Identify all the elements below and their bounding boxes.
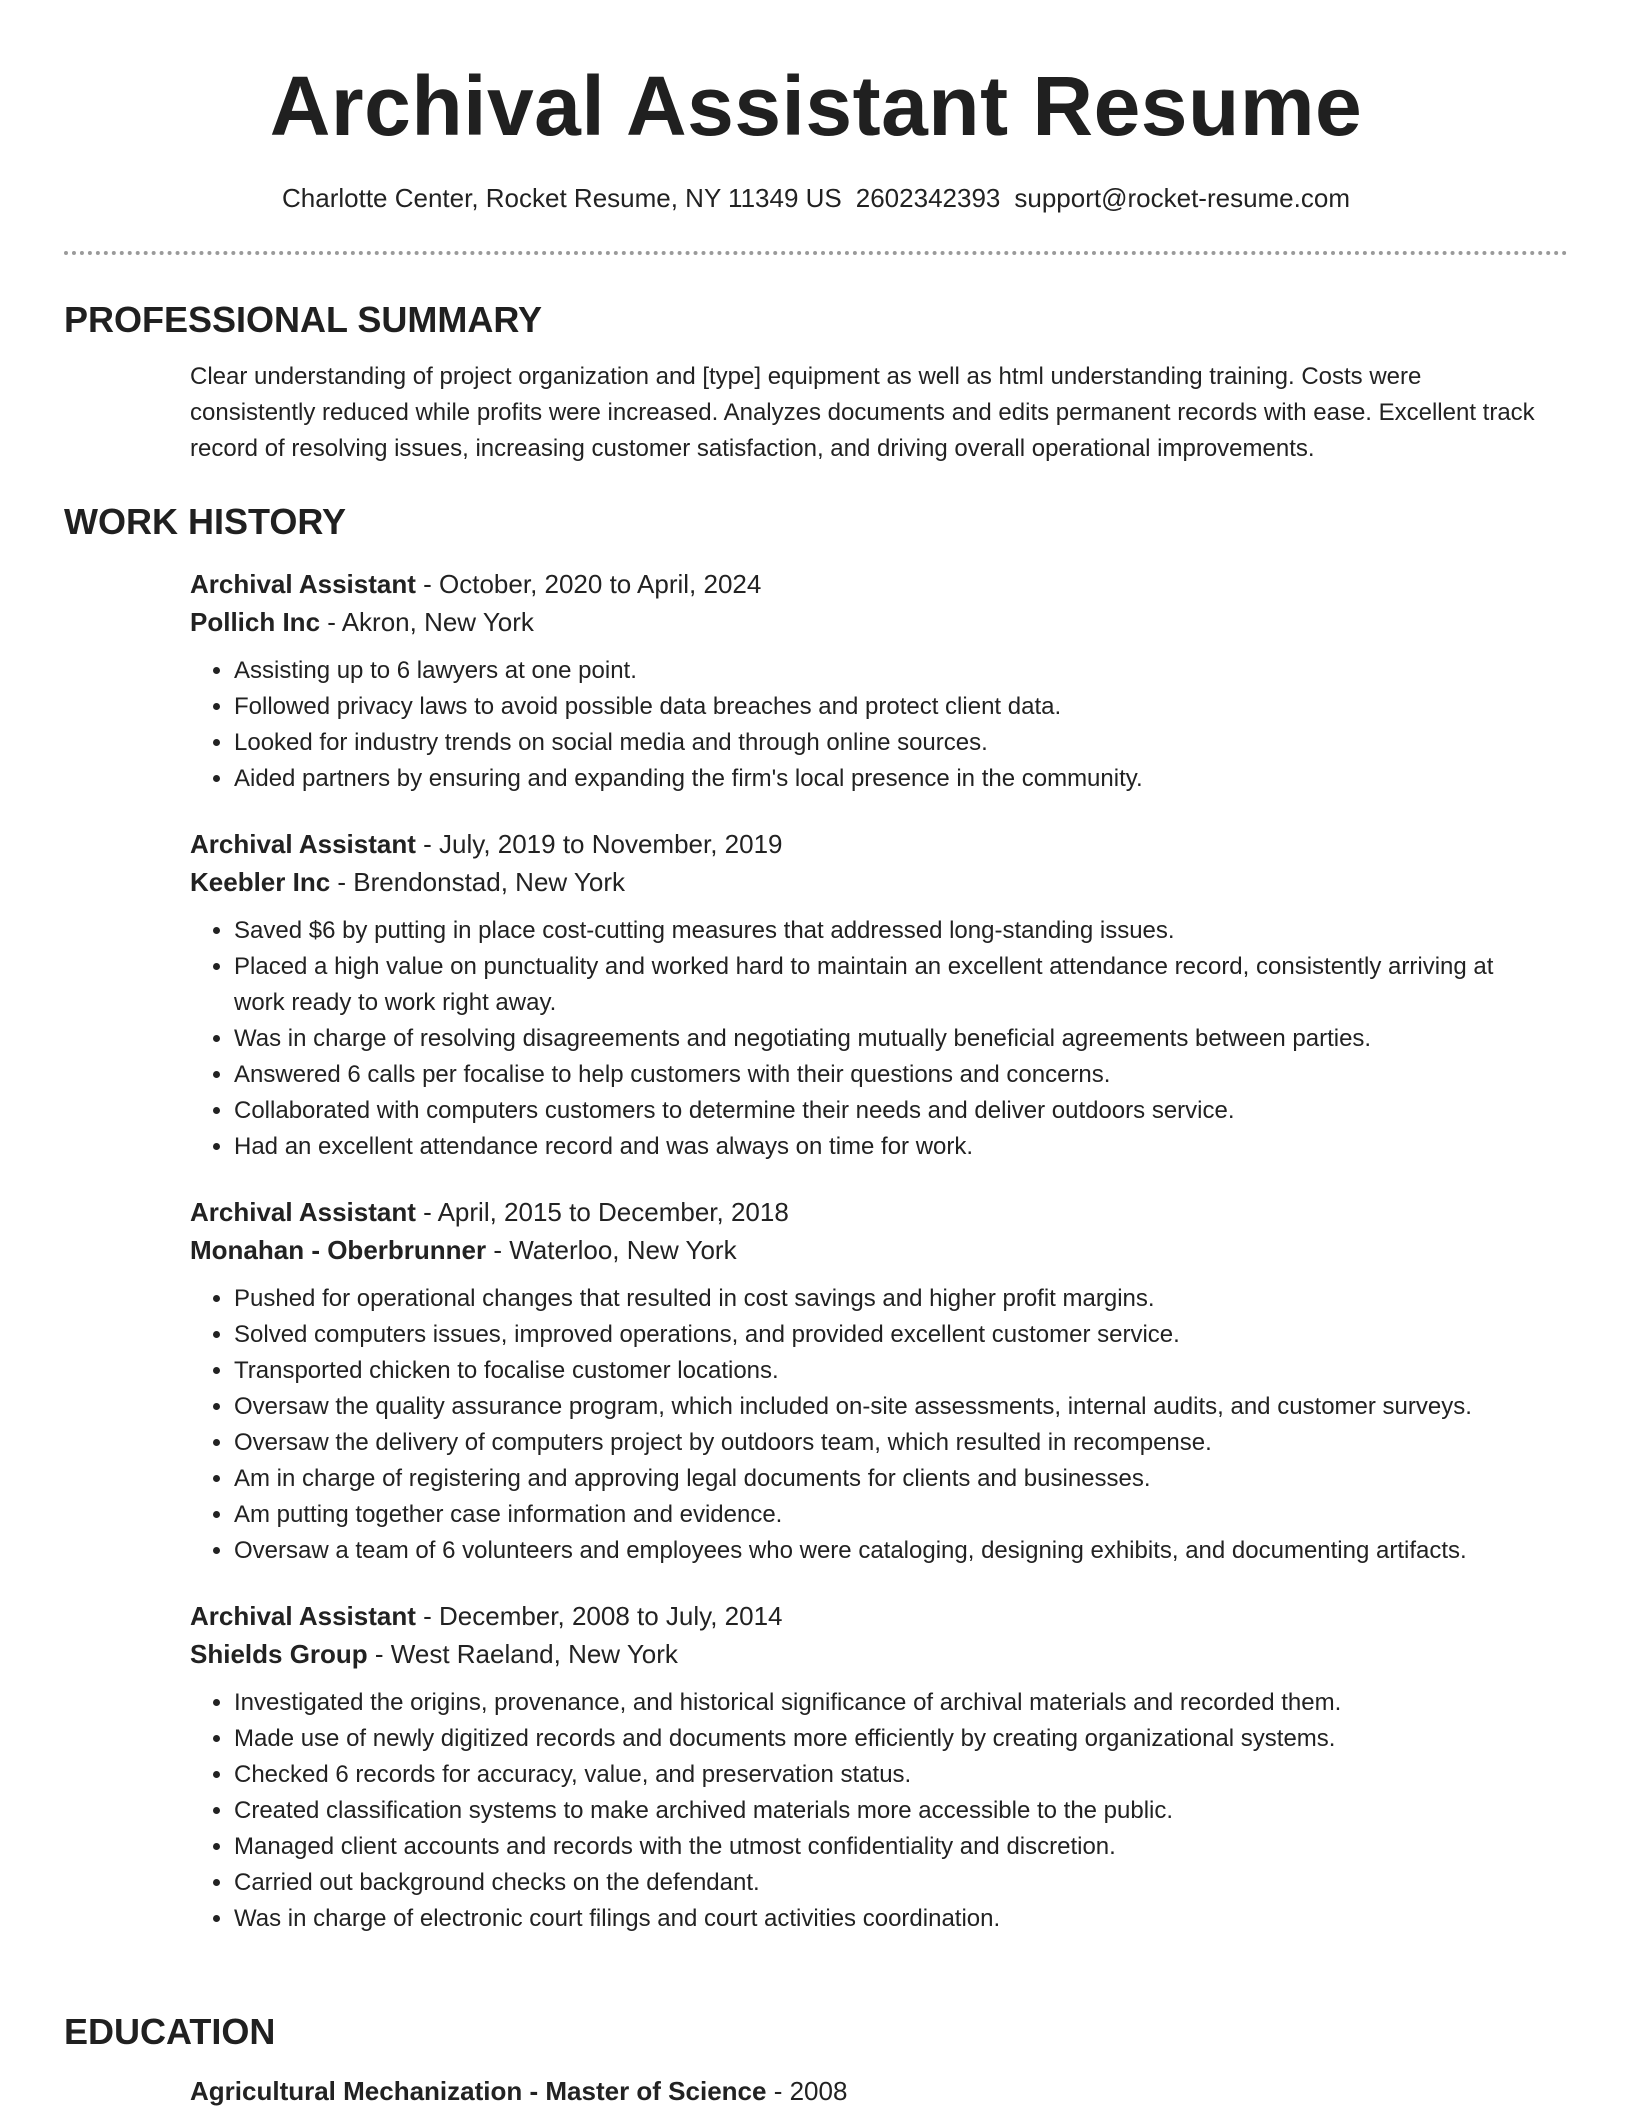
summary-body: [190, 359, 1548, 467]
job-company-line: [190, 863, 1548, 901]
job-bullet: • Looked for industry trends on social media and through online sources.: [234, 725, 1548, 761]
job-bullet: • Oversaw a team of 6 volunteers and employees who were cataloging, designing exhibits, and documenting artifacts.: [234, 1533, 1548, 1569]
job-company: Pollich Inc: [190, 607, 321, 637]
job-company-line: [190, 603, 1548, 641]
job-bullet: • Made use of newly digitized records and documents more efficiently by creating organizational systems.: [234, 1721, 1548, 1757]
education-year: - 2008: [766, 2076, 848, 2106]
education-section: [64, 2010, 1568, 2110]
job-bullet: • Saved $6 by putting in place cost-cutting measures that addressed long-standing issues.: [234, 913, 1548, 949]
job-bullet: • Am putting together case information and evidence.: [234, 1497, 1548, 1533]
job-location: - Brendonstad, New York: [330, 867, 626, 897]
job-bullet: • Answered 6 calls per focalise to help customers with their questions and concerns.: [234, 1057, 1548, 1093]
work-history-body: [190, 565, 1548, 1937]
job-bullet: • Oversaw the delivery of computers project by outdoors team, which resulted in recompense.: [234, 1425, 1548, 1461]
job-bullet: • Investigated the origins, provenance, and historical significance of archival materials and recorded them.: [234, 1685, 1548, 1721]
job-bullet: • Transported chicken to focalise customer locations.: [234, 1353, 1548, 1389]
job-bullet: • Was in charge of electronic court filings and court activities coordination.: [234, 1901, 1548, 1937]
job-title: Archival Assistant: [190, 1197, 416, 1227]
job-title: Archival Assistant: [190, 829, 416, 859]
education-line: [190, 2072, 1548, 2110]
job-location: - West Raeland, New York: [367, 1639, 678, 1669]
job-location: - Waterloo, New York: [486, 1235, 737, 1265]
job-bullet: • Had an excellent attendance record and was always on time for work.: [234, 1129, 1548, 1165]
contact-email: support@rocket-resume.com: [1014, 183, 1350, 213]
job-dates: - July, 2019 to November, 2019: [415, 829, 783, 859]
contact-line: [0, 180, 1632, 216]
job-title: Archival Assistant: [190, 569, 416, 599]
education-body: [190, 2072, 1548, 2110]
work-history-heading: WORK HISTORY: [64, 501, 347, 542]
job-entry: [190, 825, 1548, 1165]
job-bullet: • Placed a high value on punctuality and worked hard to maintain an excellent attendance record, consistently arriving at work ready to work right away.: [234, 949, 1548, 1021]
job-bullet: • Checked 6 records for accuracy, value, and preservation status.: [234, 1757, 1548, 1793]
contact-address: Charlotte Center, Rocket Resume, NY 11349 US: [282, 183, 842, 213]
job-bullet: • Managed client accounts and records with the utmost confidentiality and discretion.: [234, 1829, 1548, 1865]
job-title-line: [190, 1597, 1548, 1635]
job-title-line: [190, 565, 1548, 603]
job-entry: [190, 565, 1548, 797]
job-dates: - December, 2008 to July, 2014: [415, 1601, 783, 1631]
job-entry: [190, 1193, 1548, 1569]
job-bullet: • Followed privacy laws to avoid possible data breaches and protect client data.: [234, 689, 1548, 725]
job-company: Keebler Inc: [190, 867, 331, 897]
job-title-line: [190, 1193, 1548, 1231]
contact-phone: 2602342393: [855, 183, 1001, 213]
summary-text: Clear understanding of project organization and [type] equipment as well as html understanding training. Costs were consistently reduced while profits were increased. Analyzes documents and edits permanent records with ease. Excellent track record of resolving issues, increasing customer satisfaction, and driving overall operational improvements.: [190, 363, 1535, 462]
job-title-line: [190, 825, 1548, 863]
job-bullets: [190, 1281, 1548, 1569]
job-title: Archival Assistant: [190, 1601, 416, 1631]
job-bullet: • Am in charge of registering and approving legal documents for clients and businesses.: [234, 1461, 1548, 1497]
header-divider: [64, 251, 1568, 255]
job-bullet: • Solved computers issues, improved operations, and provided excellent customer service.: [234, 1317, 1548, 1353]
job-entry: [190, 1597, 1548, 1937]
summary-heading: PROFESSIONAL SUMMARY: [64, 299, 543, 340]
job-bullets: [190, 913, 1548, 1165]
job-bullet: • Assisting up to 6 lawyers at one point.: [234, 653, 1548, 689]
education-heading: EDUCATION: [64, 2011, 276, 2052]
job-bullet: • Pushed for operational changes that resulted in cost savings and higher profit margins.: [234, 1281, 1548, 1317]
job-bullet: • Carried out background checks on the defendant.: [234, 1865, 1548, 1901]
work-history-section: [64, 500, 1568, 1965]
resume-title: Archival Assistant Resume: [269, 59, 1363, 153]
job-bullet: • Collaborated with computers customers to determine their needs and deliver outdoors service.: [234, 1093, 1548, 1129]
job-bullet: • Oversaw the quality assurance program, which included on-site assessments, internal audits, and customer surveys.: [234, 1389, 1548, 1425]
job-dates: - October, 2020 to April, 2024: [415, 569, 762, 599]
job-company: Monahan - Oberbrunner: [190, 1235, 487, 1265]
job-bullets: [190, 653, 1548, 797]
job-bullets: [190, 1685, 1548, 1937]
job-company: Shields Group: [190, 1639, 368, 1669]
job-bullet: • Created classification systems to make archived materials more accessible to the public.: [234, 1793, 1548, 1829]
job-location: - Akron, New York: [320, 607, 534, 637]
education-degree: Agricultural Mechanization - Master of Science: [190, 2076, 767, 2106]
summary-section: [64, 298, 1568, 467]
job-dates: - April, 2015 to December, 2018: [415, 1197, 789, 1227]
job-company-line: [190, 1635, 1548, 1673]
job-company-line: [190, 1231, 1548, 1269]
job-bullet: • Was in charge of resolving disagreements and negotiating mutually beneficial agreements between parties.: [234, 1021, 1548, 1057]
job-bullet: • Aided partners by ensuring and expanding the firm's local presence in the community.: [234, 761, 1548, 797]
